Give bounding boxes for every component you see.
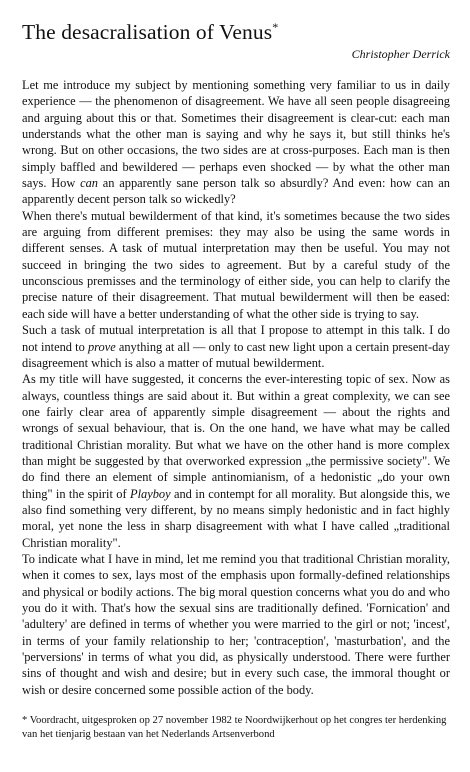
text-run: Let me introduce my subject by mentioning something very familiar to us in daily experience — the phenomenon of disagreement. We have all seen people disagreeing and arguing about this or that. Sometimes their disagreement is clear-cut: each man understands what the other man is saying and why he says it, but still thinks he's wrong. But on other occasions, the two sides are at cross-purposes. Each man is then simply baffled and bewildered — perhaps even shocked — by what the other man says. How <box>22 78 450 191</box>
footnote: * Voordracht, uitgesproken op 27 november 1982 te Noordwijkerhout op het congres ter herdenking van het tienjarig bestaan van het Nederlands Artsenverbond <box>22 715 447 740</box>
paragraph <box>22 551 450 698</box>
paragraph <box>22 371 450 551</box>
italic-run: can <box>80 176 98 191</box>
text-run: and in contempt for all morality. But alongside this, we also find something very different, by no means simply hedonistic and in fact highly moral, yet none the less in sharp disagreement with what I have called „traditional Christian morality". <box>22 486 450 550</box>
article-title <box>22 14 450 45</box>
paragraph <box>22 322 450 371</box>
article-page <box>22 14 450 741</box>
title-text: The desacralisation of Venus <box>22 20 273 44</box>
text-run: Such a task of mutual interpretation is all that I propose to attempt in this talk. I do not intend to <box>22 323 450 354</box>
title-footnote-mark: * <box>272 20 279 34</box>
text-run: When there's mutual bewilderment of that kind, it's sometimes because the two sides are arguing from different premises: they may also be using the same words in different senses. A task of mutual interpretation may then be useful. You may not succeed in bringing the two sides to agreement. But by a careful study of the unconscious premisses and the terminology of either side, you can help to clarify the precise nature of their disagreement. That mutual bewilderment will then be eased: each side will have a better understanding of what the other side is trying to say. <box>22 208 450 321</box>
text-run: To indicate what I have in mind, let me remind you that traditional Christian morality, when it comes to sex, lays most of the emphasis upon formally-defined relationships and physical or bodily actions. The big moral question concerns what you do and who you do it with. That's how the sexual sins are traditionally defined. 'Fornication' and 'adultery' are defined in terms of whether you were married to the girl or not; 'incest', in terms of your family relationship to her; 'contraception', 'masturbation', and the 'perversions' in terms of what you did, as physically understood. There were further sins of thought and wish and desire; but in every such case, the immoral thought or wish or desire concerned some possible action of the body. <box>22 551 450 697</box>
text-run: anything at all — only to cast new light upon a certain present-day disagreement which is also a matter of mutual bewilderment. <box>22 339 450 370</box>
article-author: Christopher Derrick <box>351 47 450 61</box>
italic-run: prove <box>87 339 116 354</box>
text-run: an apparently sane person talk so absurdly? And even: how can an apparently decent person talk so wickedly? <box>22 176 450 207</box>
paragraph <box>22 208 450 322</box>
italic-run: Playboy <box>130 486 171 501</box>
text-run: As my title will have suggested, it concerns the ever-interesting topic of sex. Now as always, countless things are said about it. But within a great complexity, we can see one fairly clear area of apparently simple disagreement — about the rights and wrongs of sexual behaviour, that is. On the one hand, we have what may be called traditional Christian morality. But what we have on the other hand is more complex than might be suggested by that overworked expression „the permissive society". We do find there an element of simple antinomianism, of a hedonistic „do your own thing" in the spirit of <box>22 372 450 501</box>
article-body <box>22 77 450 698</box>
paragraph <box>22 77 450 208</box>
